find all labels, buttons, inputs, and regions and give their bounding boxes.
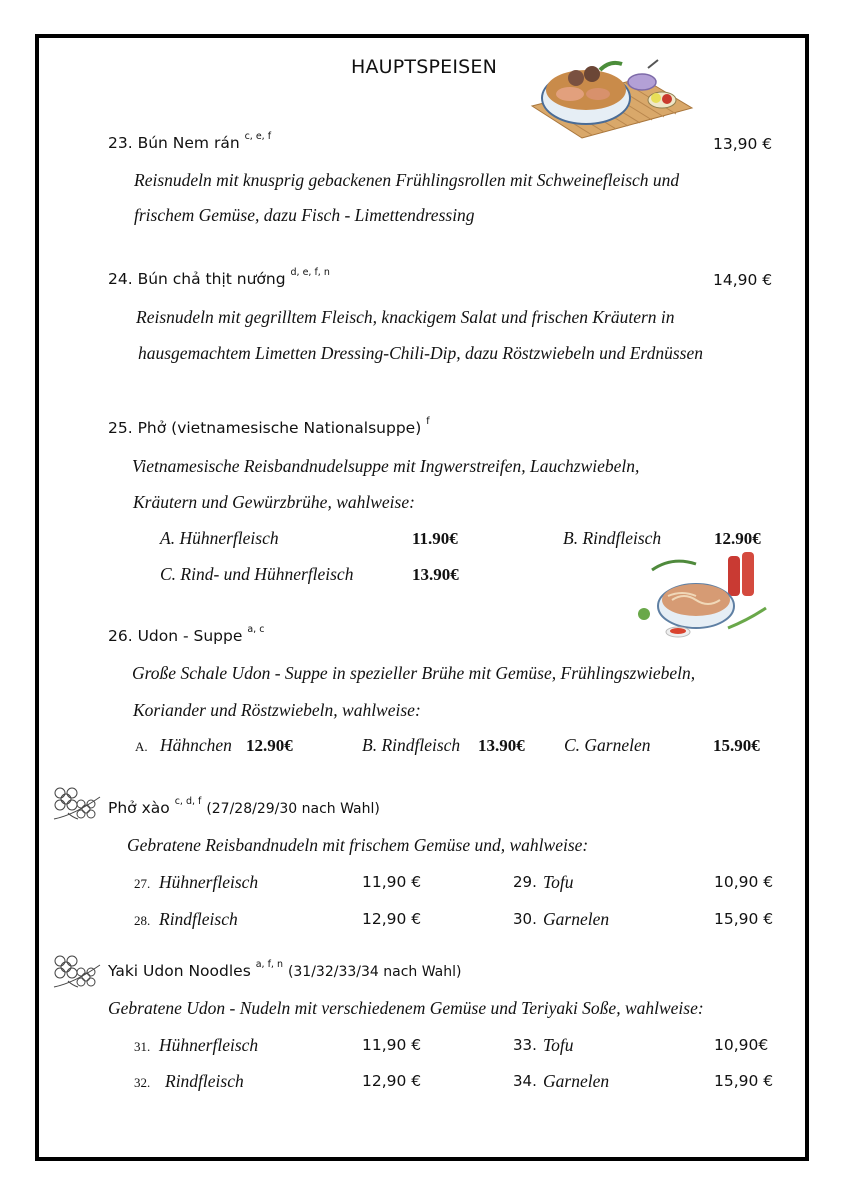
pho-xao-option-30-num: 30. (513, 910, 537, 928)
item-26-name: 26. Udon - Suppe $^{a, c}$ (108, 624, 265, 645)
yaki-udon-option-32-price: 12,90 € (362, 1072, 422, 1090)
page-title: HAUPTSPEISEN (350, 56, 498, 78)
yaki-udon-option-32-label: Rindfleisch (165, 1071, 244, 1091)
pho-xao-option-30-price: 15,90 € (714, 910, 774, 928)
item-26-allergens: a, c (247, 624, 265, 635)
item-25-option-c-price: 13.90€ (412, 565, 459, 584)
item-25-name: 25. Phở (vietnamesische Nationalsuppe) $^f$ (108, 416, 430, 437)
pho-xao-option-27-price: 11,90 € (362, 873, 422, 891)
item-24-price: 14,90 € (713, 271, 773, 289)
pho-xao-option-30-label: Garnelen (543, 909, 610, 929)
yaki-udon-option-34-label: Garnelen (543, 1071, 610, 1091)
item-26-option-a-label: Hähnchen (160, 735, 232, 755)
item-26-desc-line2: Koriander und Röstzwiebeln, wahlweise: (133, 700, 421, 720)
yaki-udon-option-31-price: 11,90 € (362, 1036, 422, 1054)
item-25-option-a-price: 11.90€ (412, 529, 458, 548)
yaki-udon-option-33-label: Tofu (543, 1035, 574, 1055)
yaki-udon-allergens: a, f, n (255, 959, 283, 970)
pho-xao-allergens: c, d, f (174, 796, 202, 807)
item-24-desc-line1: Reisnudeln mit gegrilltem Fleisch, knackigem Salat und frischen Kräutern in (136, 307, 675, 327)
pho-xao-note: (27/28/29/30 nach Wahl) (206, 801, 380, 817)
yaki-udon-desc: Gebratene Udon - Nudeln mit verschiedenem Gemüse und Teriyaki Soße, wahlweise: (108, 998, 704, 1018)
pho-xao-option-27-num: 27. (134, 876, 151, 891)
item-24-allergens: d, e, f, n (290, 267, 330, 278)
yaki-udon-option-33-price: 10,90€ (714, 1036, 769, 1054)
pho-xao-option-29-num: 29. (513, 873, 537, 891)
flower-icon (50, 951, 104, 993)
item-25-desc-line2: Kräutern und Gewürzbrühe, wahlweise: (133, 492, 415, 512)
item-25-option-c-label: C. Rind- und Hühnerfleisch (160, 564, 354, 584)
item-26-option-b-price: 13.90€ (478, 736, 525, 755)
item-26-option-c-label: C. Garnelen (564, 735, 651, 755)
item-26-option-a-price: 12.90€ (246, 736, 293, 755)
item-25-option-b-label: B. Rindfleisch (563, 528, 662, 548)
pho-xao-name: Phở xào $^{c, d, f}$ (27/28/29/30 nach Wahl) (108, 796, 380, 817)
yaki-udon-name: Yaki Udon Noodles $^{a, f, n}$ (31/32/33/34 nach Wahl) (108, 959, 462, 980)
item-26-option-c-price: 15.90€ (713, 736, 760, 755)
yaki-udon-option-31-label: Hühnerfleisch (159, 1035, 259, 1055)
pho-xao-option-28-num: 28. (134, 913, 151, 928)
item-23-name: 23. Bún Nem rán $^{c, e, f}$ (108, 131, 272, 152)
yaki-udon-option-34-price: 15,90 € (714, 1072, 774, 1090)
item-23-desc-line2: frischem Gemüse, dazu Fisch - Limettendressing (134, 205, 475, 225)
item-25-option-b-price: 12.90€ (714, 529, 761, 548)
yaki-udon-note: (31/32/33/34 nach Wahl) (287, 964, 462, 980)
item-25-desc-line1: Vietnamesische Reisbandnudelsuppe mit Ingwerstreifen, Lauchzwiebeln, (132, 456, 640, 476)
item-25-option-a-label: A. Hühnerfleisch (160, 528, 279, 548)
item-26-option-a-prefix: A. (135, 739, 148, 754)
yaki-udon-option-33-num: 33. (513, 1036, 537, 1054)
pho-xao-option-29-price: 10,90 € (714, 873, 774, 891)
pho-xao-option-28-price: 12,90 € (362, 910, 422, 928)
item-23-allergens: c, e, f (244, 131, 272, 142)
yaki-udon-option-32-num: 32. (134, 1075, 151, 1090)
pho-xao-option-29-label: Tofu (543, 872, 574, 892)
item-23-price: 13,90 € (713, 135, 773, 153)
pho-xao-option-27-label: Hühnerfleisch (159, 872, 259, 892)
item-25-allergens: f (426, 416, 430, 427)
pho-xao-desc: Gebratene Reisbandnudeln mit frischem Gemüse und, wahlweise: (127, 835, 589, 855)
pho-bowl-illustration (632, 548, 772, 648)
yaki-udon-option-31-num: 31. (134, 1039, 151, 1054)
yaki-udon-option-34-num: 34. (513, 1072, 537, 1090)
item-26-desc-line1: Große Schale Udon - Suppe in spezieller Brühe mit Gemüse, Frühlingszwiebeln, (132, 663, 696, 683)
item-24-name: 24. Bún chả thịt nướng $^{d, e, f, n}$ (108, 267, 330, 288)
item-23-desc-line1: Reisnudeln mit knusprig gebackenen Frühlingsrollen mit Schweinefleisch und (134, 170, 680, 190)
item-24-desc-line2: hausgemachtem Limetten Dressing-Chili-Dip, dazu Röstzwiebeln und Erdnüssen (138, 343, 703, 363)
noodle-bowl-illustration (522, 48, 698, 140)
pho-xao-option-28-label: Rindfleisch (159, 909, 238, 929)
item-26-option-b-label: B. Rindfleisch (362, 735, 461, 755)
flower-icon (50, 783, 104, 825)
